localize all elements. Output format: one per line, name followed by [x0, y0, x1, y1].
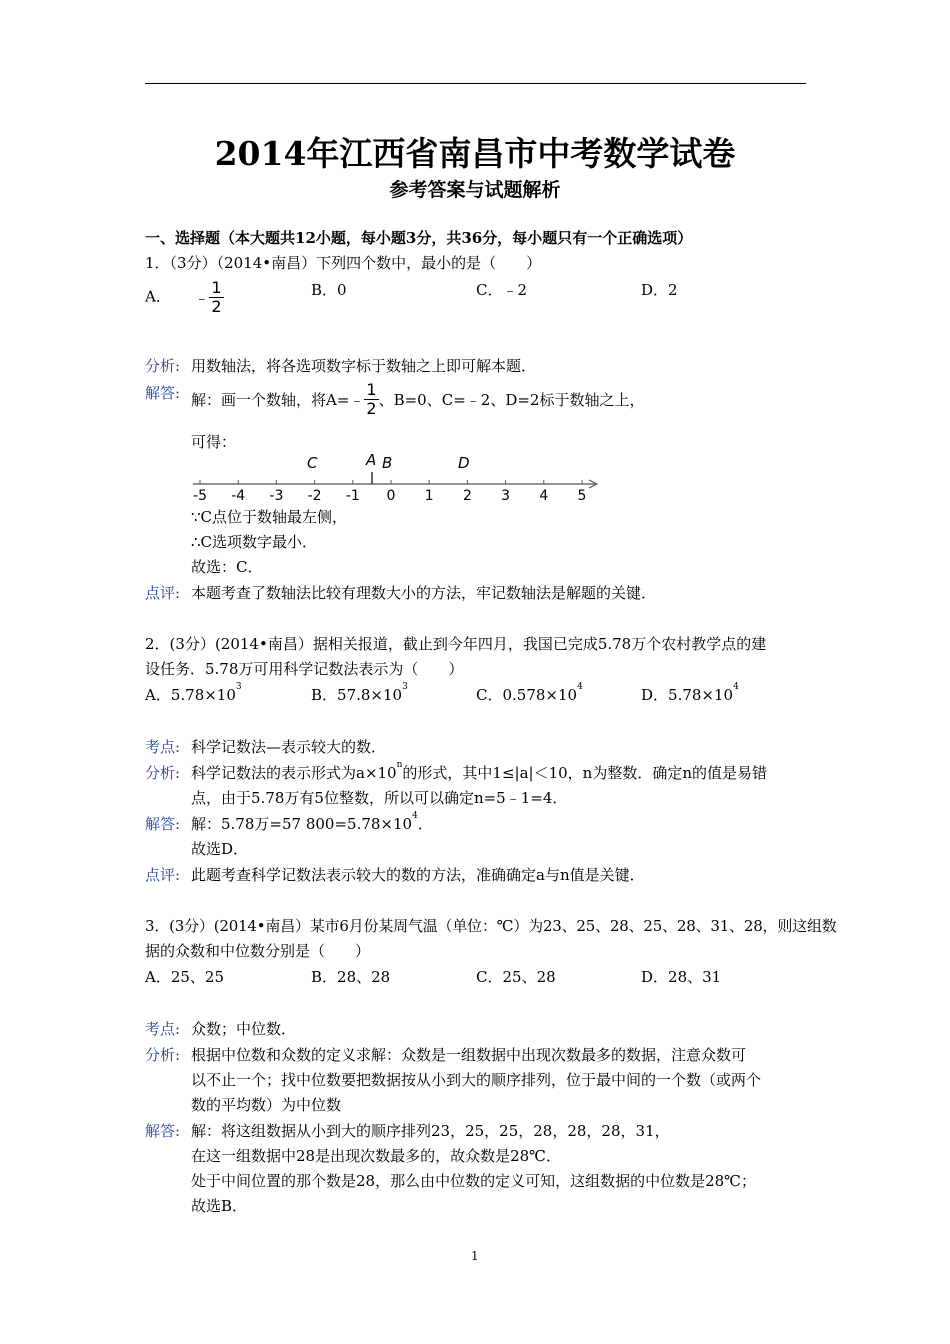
q3-option-d: D．28、31 — [641, 968, 722, 986]
q2-option-b: B．$57.8\times 10^3$ — [311, 682, 408, 704]
q3-option-a: A．25、25 — [145, 968, 225, 986]
q2-stem-line1: 2．(3分）(2014•南昌）据相关报道，截止到今年四月，我国已完成5.78万个农村教学点的建 — [145, 635, 767, 653]
q2-analysis-line1: 科学记数法的表示形式为$a\times 10^n$的形式，其中1≤|a|＜10，n为整数．确定n的值是易错 — [191, 760, 767, 782]
q1-solution-line1: 解：画一个数轴，将A=﹣ $\frac{1}{2}$ 、B=0、C=﹣2、D=2标于数轴之上， — [191, 380, 645, 418]
number-line-tick-label: 3 — [501, 488, 511, 504]
q2-point: 科学记数法—表示较大的数． — [191, 738, 387, 756]
q3-solution-line1: 解：将这组数据从小到大的顺序排列23，25，25，28，28，28，31， — [191, 1122, 670, 1140]
number-line-tick-label: 2 — [462, 488, 472, 504]
q3-solution-line2: 在这一组数据中28是出现次数最多的，故众数是28℃． — [191, 1147, 561, 1165]
point-d-label: D — [458, 454, 470, 472]
q1-solution-line4: ∴C选项数字最小． — [191, 533, 318, 551]
q1-analysis: 用数轴法，将各选项数字标于数轴之上即可解本题． — [191, 357, 537, 375]
q3-option-c: C．25、28 — [476, 968, 556, 986]
number-line-tick-label: -1 — [345, 488, 360, 504]
q2-option-a: A．$5.78\times 10^3$ — [145, 682, 242, 704]
q1-analysis-label: 分析: — [145, 357, 181, 375]
q1-solution-line3: ∵C点位于数轴最左侧， — [191, 508, 348, 526]
q1-option-c: C．﹣2 — [476, 281, 528, 299]
q1-comment: 本题考查了数轴法比较有理数大小的方法，牢记数轴法是解题的关键． — [191, 584, 657, 602]
page-number: 1 — [471, 1249, 479, 1263]
point-c-label: C — [307, 454, 318, 472]
number-line-tick-label: 5 — [577, 488, 587, 504]
q1-solution-fraction: $\frac{1}{2}$ — [366, 380, 377, 418]
page-title: 2014年江西省南昌市中考数学试卷 — [214, 134, 736, 173]
page-subtitle: 参考答案与试题解析 — [389, 179, 561, 201]
number-line-tick-label: 4 — [539, 488, 549, 504]
q3-stem-line2: 据的众数和中位数分别是（ ） — [145, 942, 371, 960]
q3-solution-label: 解答: — [145, 1122, 181, 1140]
q2-analysis-line2: 点，由于5.78万有5位整数，所以可以确定n=5﹣1=4． — [191, 789, 568, 807]
q1-solution-label: 解答: — [145, 384, 181, 402]
q3-stem-line1: 3．(3分）(2014•南昌）某市6月份某周气温（单位：℃）为23、25、28、25、28、31、28，则这组数 — [145, 917, 837, 935]
q3-analysis-line3: 数的平均数）为中位数 — [191, 1096, 342, 1114]
number-line-tick-label: 0 — [386, 488, 396, 504]
point-a-label: A — [366, 451, 377, 469]
q1-comment-label: 点评: — [145, 584, 181, 602]
point-b-label: B — [382, 454, 393, 472]
q3-solution-line3: 处于中间位置的那个数是28，那么由中位数的定义可知，这组数据的中位数是28℃； — [191, 1172, 756, 1190]
q2-solution-line1: 解：5.78万=57 $800=5.78\times 10^4$． — [191, 811, 433, 833]
number-line-tick-label: -4 — [231, 488, 246, 504]
q1-solution-line5: 故选：C． — [191, 558, 263, 576]
number-line-tick-label: -2 — [307, 488, 322, 504]
section-heading: 一、选择题（本大题共12小题，每小题3分，共36分，每小题只有一个正确选项） — [145, 229, 693, 247]
q1-solution-line2: 可得： — [191, 433, 237, 451]
q2-option-c: C．$0.578\times 10^4$ — [476, 682, 583, 704]
q1-option-a-fraction: $\frac{1}{2}$ — [211, 278, 222, 316]
q3-analysis-line2: 以不止一个；找中位数要把数据按从小到大的顺序排列，位于最中间的一个数（或两个 — [191, 1071, 762, 1089]
q2-solution-label: 解答: — [145, 815, 181, 833]
q2-comment: 此题考查科学记数法表示较大的数的方法，准确确定a与n值是关键． — [191, 866, 645, 884]
q2-option-d: D．$5.78\times 10^4$ — [641, 682, 739, 704]
q1-option-a: A． ﹣ $\frac{1}{2}$ — [145, 278, 222, 316]
q3-point: 众数；中位数． — [191, 1020, 297, 1038]
q1-option-d: D．2 — [641, 281, 678, 299]
number-line-tick-label: -5 — [193, 488, 207, 504]
q3-analysis-label: 分析: — [145, 1046, 181, 1064]
q1-stem: 1．（3分）（2014•南昌）下列四个数中，最小的是（ ） — [145, 254, 542, 272]
q3-option-b: B．28、28 — [311, 968, 391, 986]
q2-analysis-label: 分析: — [145, 764, 181, 782]
top-rule — [145, 83, 806, 84]
q3-point-label: 考点: — [145, 1020, 181, 1038]
q2-solution-line2: 故选D． — [191, 840, 249, 858]
number-line-figure — [185, 448, 605, 506]
number-line-tick-label: -3 — [269, 488, 284, 504]
q3-solution-line4: 故选B． — [191, 1197, 248, 1215]
q3-analysis-line1: 根据中位数和众数的定义求解：众数是一组数据中出现次数最多的数据，注意众数可 — [191, 1046, 747, 1064]
q2-point-label: 考点: — [145, 738, 181, 756]
q2-comment-label: 点评: — [145, 866, 181, 884]
number-line-tick-label: 1 — [424, 488, 434, 504]
q1-option-b: B．0 — [311, 281, 347, 299]
q2-stem-line2: 设任务．5.78万可用科学记数法表示为（ ） — [145, 660, 464, 678]
